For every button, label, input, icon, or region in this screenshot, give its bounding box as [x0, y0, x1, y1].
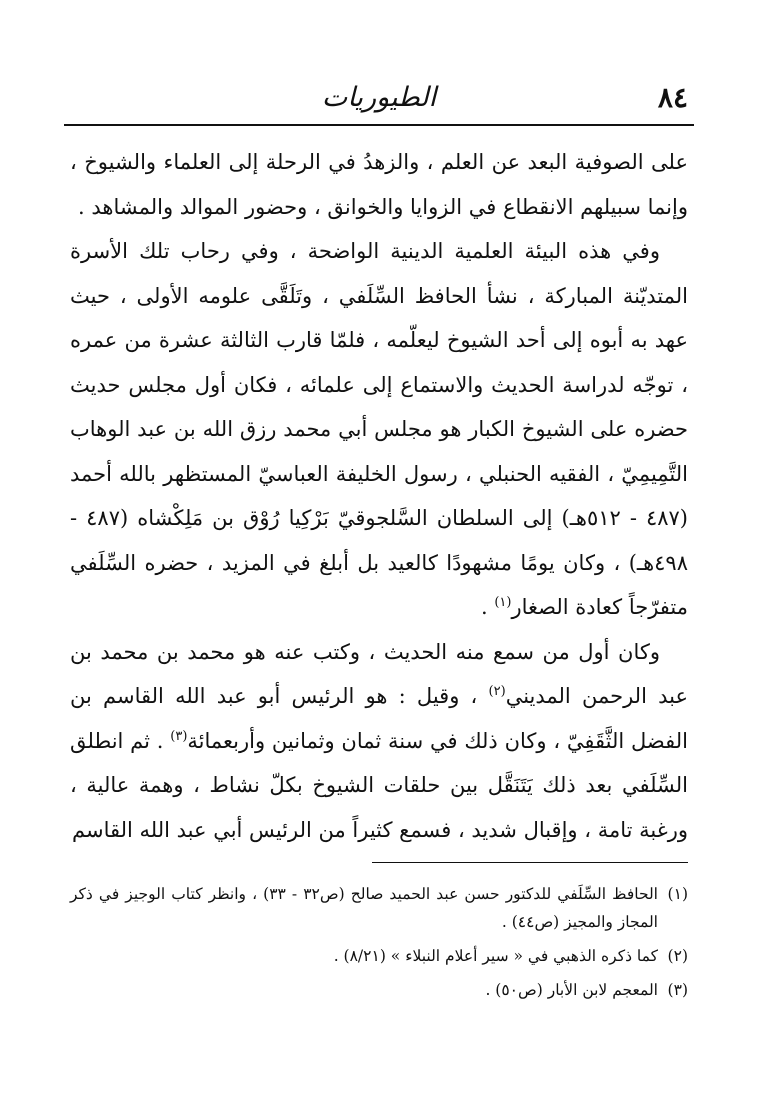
paragraph-2-end: .: [480, 595, 495, 619]
footnote-ref-3: (٣): [170, 728, 188, 744]
paragraph-1: على الصوفية البعد عن العلم ، والزهدُ في الرحلة إلى العلماء والشيوخ ، وإنما سبيلهم الانقطاع في الزوايا والخوانق ، وحضور الموالد والمشاهد .: [70, 150, 688, 219]
footnote-rule: [372, 862, 688, 863]
footnotes: [70, 880, 688, 1010]
paragraph-2-text: وفي هذه البيئة العلمية الدينية الواضحة ، وفي رحاب تلك الأسرة المتديّنة المباركة ، نشأ الحافظ السِّلَفي ، وتَلَقَّى علومه الأولى ، حيث عهد به أبوه إلى أحد الشيوخ ليعلّمه ، فلمّا قارب الثالثة عشرة من عمره ، توجّه لدراسة الحديث والاستماع إلى علمائه ، فكان أول مجلس حديث حضره على الشيوخ الكبار هو مجلس أبي محمد رزق الله بن عبد الوهاب التَّمِيمِيّ ، الفقيه الحنبلي ، رسول الخليفة العباسيّ المستظهر بالله أحمد (٤٨٧ - ٥١٢هـ) إلى السلطان السَّلجوقيّ بَرْكِيا رُوْق بن مَلِكْشاه (٤٨٧ - ٤٩٨هـ) ، وكان يومًا مشهودًا كالعيد بل أبلغ في المزيد ، حضره السِّلَفي متفرّجاً كعادة الصغار: [70, 239, 688, 619]
page-number: ٨٤: [657, 81, 688, 114]
footnote-2: [70, 942, 688, 970]
footnote-1: [70, 880, 688, 936]
footnote-mark: (٣): [667, 981, 688, 999]
footnote-text: الحافظ السِّلَفي للدكتور حسن عبد الحميد صالح (ص٣٢ - ٣٣) ، وانظر كتاب الوجيز في ذكر المجاز والمجيز (ص٤٤) .: [70, 885, 658, 931]
paragraph-3-part-b: ، وقيل : هو الرئيس أبو عبد الله القاسم بن الفضل الثَّقَفِيّ ، وكان ذلك في سنة ثمان وثمانين وأربعمائة: [70, 684, 688, 753]
paragraph-3: [70, 630, 688, 853]
paragraph-3-part-a: وكان أول من سمع منه الحديث ، وكتب عنه هو محمد بن محمد بن عبد الرحمن المديني: [70, 639, 688, 708]
footnote-text: كما ذكره الذهبي في « سير أعلام النبلاء » (٨/٢١) .: [333, 947, 658, 965]
main-text: [70, 140, 688, 852]
footnote-ref-2: (٢): [488, 684, 506, 699]
header-rule: [64, 124, 694, 126]
footnote-mark: (٢): [667, 947, 688, 965]
footnote-mark: (١): [667, 885, 688, 903]
paragraph-2: [70, 229, 688, 630]
page-header: [62, 78, 696, 124]
running-title: الطيوريات: [321, 82, 437, 113]
footnote-3: [70, 976, 688, 1004]
paragraph-3-part-c: . ثم انطلق السِّلَفي بعد ذلك يَتَنَقَّل بين حلقات الشيوخ بكلّ نشاط ، وهمة عالية ، ورغبة تامة ، وإقبال شديد ، فسمع كثيراً من الرئيس أبي عبد الله القاسم: [70, 728, 688, 842]
footnote-ref-1: (١): [494, 595, 512, 610]
footnote-text: المعجم لابن الأبار (ص٥٠) .: [485, 981, 658, 999]
